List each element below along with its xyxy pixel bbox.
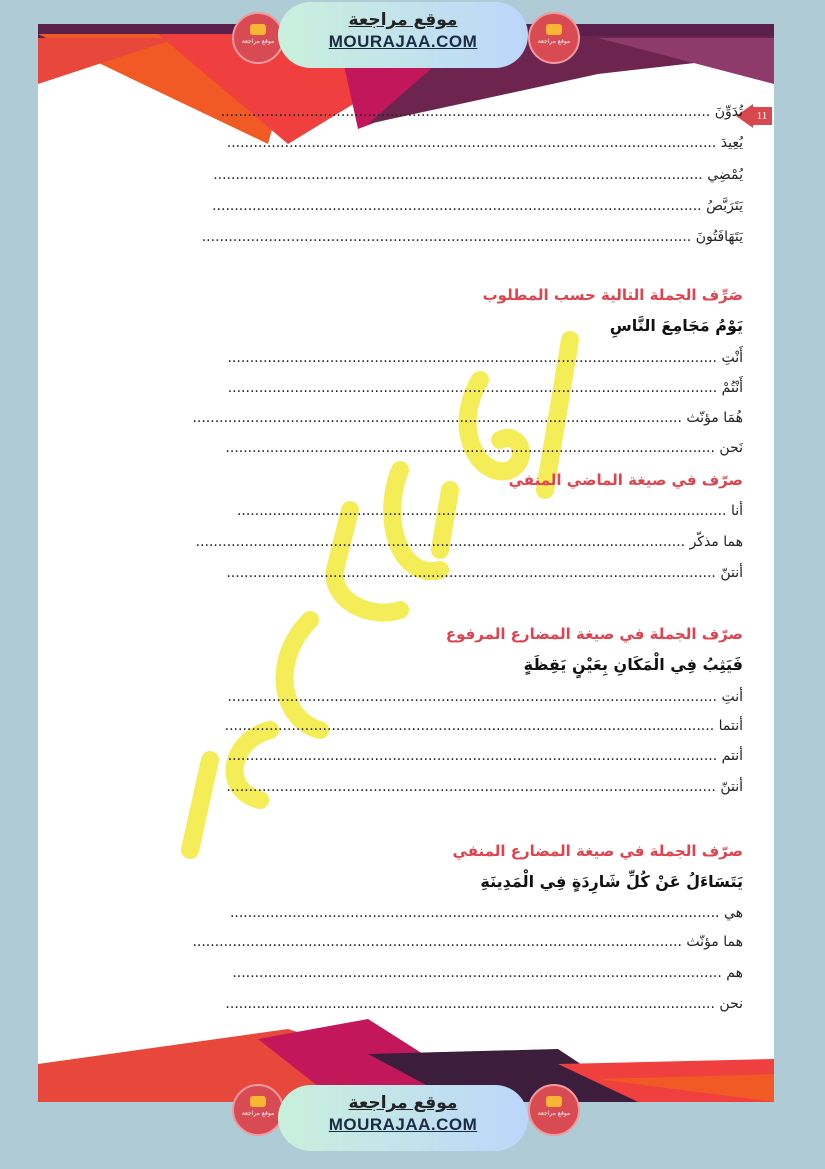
site-logo-bottom-right[interactable]: موقع مراجعة	[528, 1084, 580, 1136]
site-logo-bottom-left[interactable]: موقع مراجعة	[232, 1084, 284, 1136]
exercise-sentence: فَيَثِبُ فِي الْمَكَانِ بِعَيْنٍ يَقِظَةٍ	[523, 655, 743, 674]
exercise-sentence: يَتَسَاءَلُ عَنْ كُلِّ شَارِدَةٍ فِي الْمَدِينَةِ	[480, 872, 743, 891]
answer-line: نَحن ..............................................................................................................	[225, 440, 743, 456]
answer-line: يُعِيدَ ..............................................................................................................	[226, 135, 743, 151]
site-logo-left[interactable]: موقع مراجعة	[232, 12, 284, 64]
section-title: صَرِّف الجملة التالية حسب المطلوب	[482, 286, 743, 304]
answer-line: أَنْتُمْ ..............................................................................................................	[227, 380, 743, 396]
answer-line: أنتِ ..............................................................................................................	[227, 689, 743, 705]
section-title: صرّف الجملة في صيغة المضارع المنفي	[452, 842, 743, 860]
answer-line: نحن ..............................................................................................................	[225, 996, 743, 1012]
answer-line: أنا ..............................................................................................................	[236, 503, 743, 519]
answer-line: هما مؤنّث ..............................................................................................................	[192, 934, 743, 950]
answer-line: يَتَهَافَتُونَ ..............................................................................................................	[201, 229, 743, 245]
site-logo-right[interactable]: موقع مراجعة	[528, 12, 580, 64]
site-arabic-name: موقع مراجعة	[348, 1093, 458, 1113]
answer-line: يُمْضِي ..............................................................................................................	[213, 167, 743, 183]
answer-line: أنتنّ ..............................................................................................................	[226, 779, 743, 795]
answer-line: هُمَا مؤنّث ..............................................................................................................	[192, 410, 743, 426]
answer-line: تُدَوِّنَ ..............................................................................................................	[220, 104, 743, 120]
answer-line: هي ..............................................................................................................	[229, 905, 743, 921]
section-title: صرّف في صيغة الماضي المنفي	[508, 471, 743, 489]
site-domain: MOURAJAA.COM	[328, 1115, 478, 1134]
page-number: 11	[752, 107, 772, 125]
exercise-sentence: يَوْمُ مَجَامِعَ النَّاسِ	[609, 316, 743, 335]
section-title: صرّف الجملة في صيغة المضارع المرفوع	[445, 625, 743, 643]
answer-line: هم ..............................................................................................................	[232, 965, 743, 981]
site-arabic-name: موقع مراجعة	[348, 10, 458, 30]
site-banner-bottom[interactable]	[278, 1085, 528, 1151]
site-banner-top[interactable]	[278, 2, 528, 68]
answer-line: أَنْتِ ..............................................................................................................	[227, 350, 743, 366]
answer-line: أنتنّ ..............................................................................................................	[226, 565, 743, 581]
answer-line: أنتم ..............................................................................................................	[227, 748, 743, 764]
answer-line: يَتَرَبَّصُ ..............................................................................................................	[212, 198, 743, 214]
answer-line: أنتما ..............................................................................................................	[224, 718, 743, 734]
answer-line: هما مذكّر ..............................................................................................................	[195, 534, 743, 550]
site-domain: MOURAJAA.COM	[328, 32, 478, 51]
